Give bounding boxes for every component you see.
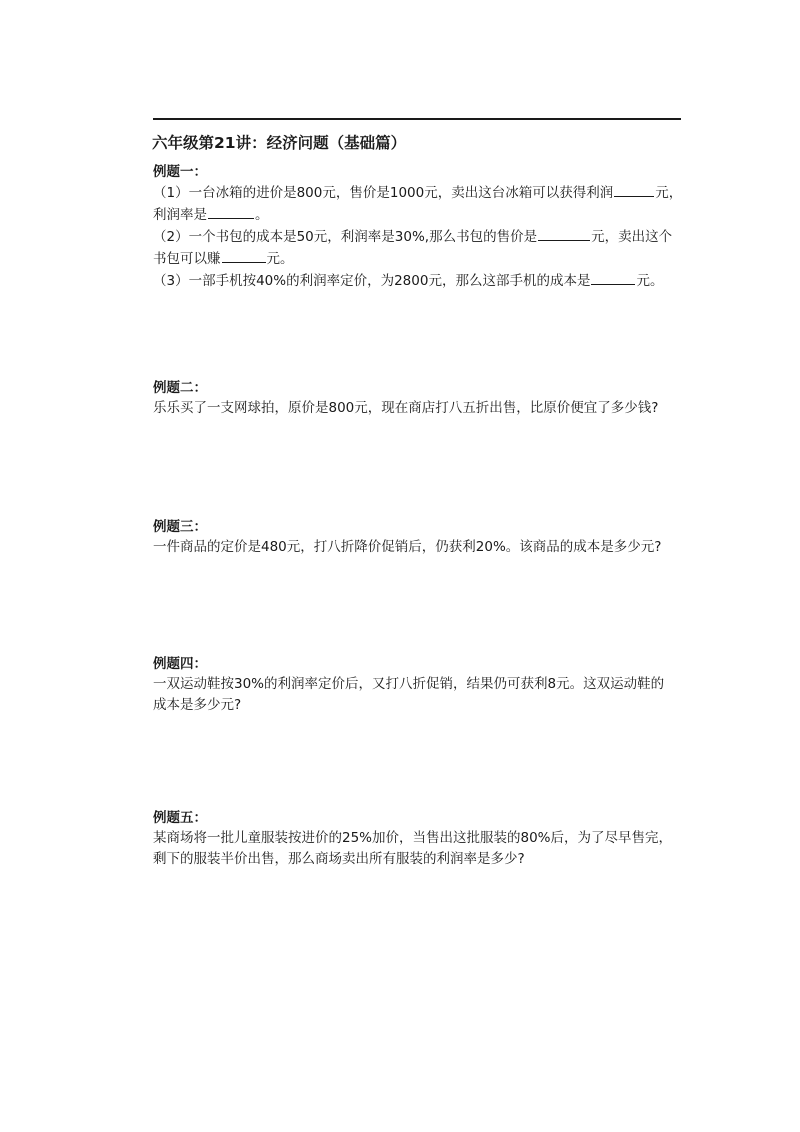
question-line: （1）一台冰箱的进价是800元，售价是1000元，卖出这台冰箱可以获得利润 元， bbox=[153, 182, 683, 204]
question-line: 一双运动鞋按30%的利润率定价后，又打八折促销，结果仍可获利8元。这双运动鞋的 bbox=[153, 676, 665, 692]
question-line: （3）一部手机按40%的利润率定价，为2800元，那么这部手机的成本是 元。 bbox=[153, 270, 683, 292]
question-line: 书包可以赚 元。 bbox=[153, 248, 683, 270]
example-label: 例题三： bbox=[153, 519, 207, 535]
answer-blank bbox=[208, 204, 254, 219]
example-label: 例题五： bbox=[153, 810, 207, 826]
question-line: 剩下的服装半价出售，那么商场卖出所有服装的利润率是多少? bbox=[153, 851, 525, 867]
question-line: 一件商品的定价是480元，打八折降价促销后，仍获利20%。该商品的成本是多少元? bbox=[153, 539, 662, 555]
answer-blank bbox=[538, 226, 590, 241]
example-1 bbox=[153, 162, 683, 292]
header-rule bbox=[153, 118, 681, 120]
example-2 bbox=[153, 378, 683, 419]
example-3 bbox=[153, 517, 683, 558]
example-label: 例题一： bbox=[153, 164, 207, 180]
example-5 bbox=[153, 808, 683, 870]
page-title: 六年级第21讲：经济问题（基础篇） bbox=[152, 134, 407, 152]
question-line: 利润率是 。 bbox=[153, 204, 683, 226]
example-label: 例题四： bbox=[153, 656, 207, 672]
answer-blank bbox=[591, 270, 635, 285]
question-line: 乐乐买了一支网球拍，原价是800元，现在商店打八五折出售，比原价便宜了多少钱? bbox=[153, 400, 659, 416]
question-line: （2）一个书包的成本是50元，利润率是30%,那么书包的售价是 元，卖出这个 bbox=[153, 226, 683, 248]
answer-blank bbox=[222, 248, 266, 263]
question-line: 成本是多少元? bbox=[153, 697, 242, 713]
answer-blank bbox=[614, 182, 654, 197]
example-label: 例题二： bbox=[153, 380, 207, 396]
example-4 bbox=[153, 654, 683, 716]
question-line: 某商场将一批儿童服装按进价的25%加价，当售出这批服装的80%后，为了尽早售完， bbox=[153, 830, 673, 846]
